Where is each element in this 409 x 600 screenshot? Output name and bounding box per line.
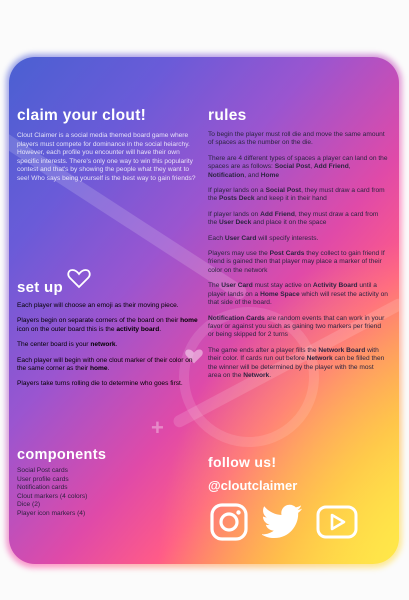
rule-paragraph: The User Card must stay active on Activity Board until a player lands on a Home Space which will reset the activity on that side of the board. bbox=[208, 282, 388, 307]
list-item: User profile cards bbox=[17, 475, 69, 483]
social-icons bbox=[208, 501, 388, 543]
components-section bbox=[17, 447, 202, 519]
follow-section bbox=[208, 454, 388, 543]
intro-section bbox=[17, 107, 202, 184]
plus-icon: + bbox=[151, 415, 164, 440]
rule-paragraph: Players may use the Post Cards they collect to gain friend If friend is gained then that player may place a marker of their color on the network bbox=[208, 250, 385, 274]
setup-paragraph: Each player will choose an emoji as their moving piece. bbox=[17, 302, 179, 309]
list-item: Player icon markers (4) bbox=[17, 509, 86, 517]
youtube-icon[interactable] bbox=[316, 501, 358, 543]
rule-paragraph: There are 4 different types of spaces a player can land on the spaces are as follows: Social Post, Add Friend, Notification, and Home bbox=[208, 154, 388, 179]
rule-paragraph: Each User Card will specify interests. bbox=[208, 234, 319, 242]
intro-paragraph: Clout Claimer is a social media themed board game where players must compete for dominance in the social heiarchy. However, each profile you encounter will have their own specific interests. There's only one way to win this popularity contest and that's by showing the people what they want to see! Who says being yourself is the best way to gain friends? bbox=[17, 132, 196, 182]
rule-paragraph: Notification Cards are random events that can work in your favor or against you such as gaining two markers per friend or being skipped for 2 turns bbox=[208, 314, 385, 339]
rule-paragraph: To begin the player must roll die and move the same amount of spaces as the number on the die. bbox=[208, 131, 385, 147]
setup-paragraph: Players begin on separate corners of the board on their home icon on the outer board this is the activity board. bbox=[17, 317, 198, 333]
section-title-claim: claim your clout! bbox=[17, 107, 147, 124]
setup-paragraph: The center board is your network. bbox=[17, 341, 118, 349]
twitter-icon[interactable] bbox=[262, 501, 304, 543]
setup-paragraph: Each player will begin with one clout marker of their color on the same corner as their home. bbox=[17, 356, 193, 373]
section-title-components: components bbox=[17, 447, 107, 463]
list-item: Clout markers (4 colors) bbox=[17, 492, 88, 500]
section-title-follow: follow us! bbox=[208, 454, 277, 470]
section-title-rules: rules bbox=[208, 107, 247, 124]
rules-section bbox=[208, 107, 388, 387]
setup-paragraph: Players take turns rolling die to determine who goes first. bbox=[17, 380, 183, 388]
rule-paragraph: The game ends after a player fills the Network Board with their color. If cards run out before Network can be filled then the winner will be determined by the player with the most area on the Network. bbox=[208, 346, 385, 379]
rule-paragraph: If player lands on a Social Post, they must draw a card from the Posts Deck and keep it in their hand bbox=[208, 187, 385, 203]
list-item: Dice (2) bbox=[17, 501, 41, 509]
social-handle[interactable]: @cloutclaimer bbox=[208, 478, 298, 493]
instagram-icon[interactable] bbox=[208, 501, 250, 543]
list-item: Notification cards bbox=[17, 484, 68, 492]
components-list bbox=[17, 467, 202, 519]
section-title-setup: set up bbox=[17, 279, 63, 296]
setup-section bbox=[17, 279, 202, 396]
rule-paragraph: If player lands on Add Friend, they must draw a card from the User Deck and place it on the space bbox=[208, 210, 379, 227]
list-item: Social Post cards bbox=[17, 467, 68, 474]
rules-panel bbox=[9, 57, 399, 564]
